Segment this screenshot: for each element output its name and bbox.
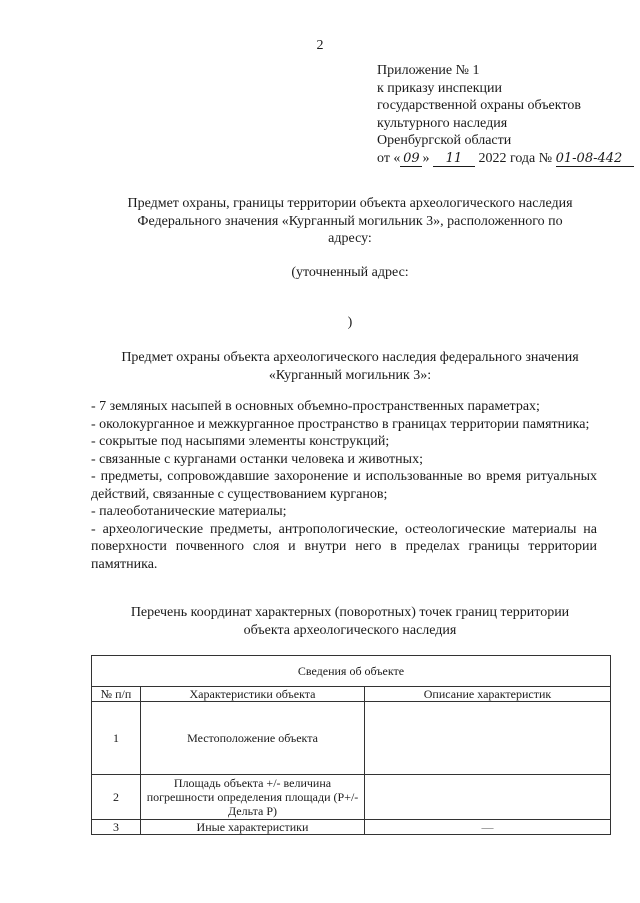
title-line: Федерального значения «Курганный могильник 3», расположенного по	[137, 213, 563, 229]
header-characteristic: Характеристики объекта	[141, 687, 365, 702]
list-item: - сокрытые под насыпями элементы конструкций;	[91, 434, 390, 449]
header-description: Описание характеристик	[365, 687, 611, 702]
dash-mark: —	[481, 820, 494, 834]
list-item: - археологические предметы, антропологические, остеологические материалы на поверхности почвенного слоя и внутри него в пределах границы территории памятника.	[91, 521, 597, 572]
date-year: 2022 года №	[478, 150, 553, 166]
title-line: Предмет охраны, границы территории объекта археологического наследия	[127, 196, 573, 211]
handwritten-order-number: 01-08-442	[556, 152, 634, 167]
subject-heading-line: «Курганный могильник 3»:	[268, 367, 432, 383]
list-item: - околокурганное и межкурганное пространство в границах территории памятника;	[91, 416, 590, 432]
coords-heading-line: объекта археологического наследия	[243, 622, 457, 638]
row-characteristic: Площадь объекта +/- величина погрешности определения площади (Р+/- Дельта Р)	[141, 775, 365, 820]
row-description	[365, 702, 611, 775]
table-row	[92, 820, 611, 835]
appendix-title: Приложение № 1	[377, 63, 480, 78]
subject-heading-line: Предмет охраны объекта археологического наследия федерального значения	[121, 350, 579, 365]
appendix-line: культурного наследия	[377, 115, 508, 131]
appendix-line: к приказу инспекции	[377, 80, 503, 96]
table-title-row	[92, 656, 611, 687]
appendix-block	[377, 62, 632, 167]
date-prefix: от «	[377, 150, 401, 166]
appendix-date-line	[377, 150, 632, 168]
title-line: адресу:	[328, 231, 372, 246]
document-title	[90, 195, 610, 248]
list-item: - палеоботанические материалы;	[91, 504, 287, 519]
list-item: - 7 земляных насыпей в основных объемно-пространственных параметрах;	[91, 399, 540, 414]
address-closing-paren: )	[347, 315, 353, 330]
row-characteristic: Иные характеристики	[141, 820, 365, 835]
table-row	[92, 702, 611, 775]
row-number: 3	[92, 820, 141, 835]
list-item: - связанные с курганами останки человека и животных;	[91, 451, 423, 467]
row-description	[365, 775, 611, 820]
refined-address: (уточненный адрес:	[291, 265, 409, 280]
table-title: Сведения об объекте	[92, 656, 611, 687]
page-number: 2	[316, 38, 324, 53]
object-info-table	[91, 655, 611, 835]
coords-heading	[90, 604, 610, 639]
row-number: 1	[92, 702, 141, 775]
appendix-line: Оренбургской области	[377, 133, 512, 148]
row-characteristic: Местоположение объекта	[141, 702, 365, 775]
date-separator: »	[422, 150, 430, 166]
table-header-row	[92, 687, 611, 702]
subject-heading	[90, 349, 610, 384]
subject-items-list	[91, 398, 597, 573]
appendix-line: государственной охраны объектов	[377, 98, 581, 113]
list-item: - предметы, сопровождавшие захоронение и использованные во время ритуальных действий, связанные с существованием курганов;	[91, 469, 597, 502]
header-number: № п/п	[92, 687, 141, 702]
table-row	[92, 775, 611, 820]
coords-heading-line: Перечень координат характерных (поворотных) точек границ территории	[130, 605, 570, 620]
handwritten-month: 11	[433, 152, 475, 167]
handwritten-day: 09	[400, 152, 422, 167]
row-description	[365, 820, 611, 835]
row-number: 2	[92, 775, 141, 820]
